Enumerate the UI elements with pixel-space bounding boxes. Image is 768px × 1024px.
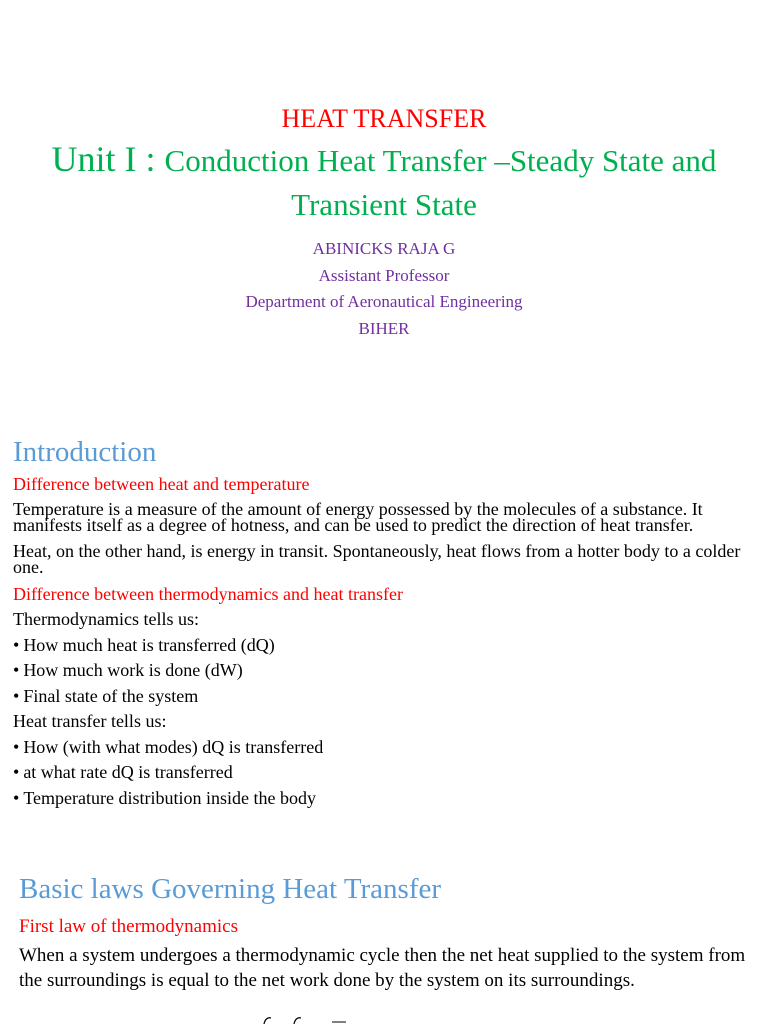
- thermo-vs-heat-transfer-subheading: Difference between thermodynamics and heat transfer: [13, 584, 403, 604]
- first-law-paragraph: When a system undergoes a thermodynamic cycle then the net heat supplied to the system from the surroundings is equal to the net work done by the system on its surroundings.: [19, 945, 746, 991]
- thermodynamics-intro: Thermodynamics tells us:: [13, 609, 199, 629]
- course-title: HEAT TRANSFER: [281, 104, 487, 133]
- author-block: [0, 236, 768, 342]
- first-law-subheading: First law of thermodynamics: [19, 916, 238, 937]
- author-position: Assistant Professor: [318, 265, 450, 285]
- unit-prefix: Unit I :: [51, 139, 165, 179]
- list-item: • How much heat is transferred (dQ): [13, 633, 753, 659]
- unit-text: Conduction Heat Transfer –Steady State and Transient State: [164, 143, 717, 222]
- heat-paragraph: Heat, on the other hand, is energy in transit. Spontaneously, heat flows from a hotter body to a colder one.: [13, 541, 741, 577]
- list-item: • How much work is done (dW): [13, 658, 753, 684]
- list-item: • at what rate dQ is transferred: [13, 760, 753, 786]
- formula-fragment-icon: [260, 1016, 350, 1024]
- temperature-paragraph: Temperature is a measure of the amount of energy possessed by the molecules of a substance. It manifests itself as a degree of hotness, and can be used to predict the direction of heat transfer.: [13, 499, 703, 535]
- unit-title: [0, 140, 768, 230]
- basic-laws-heading: Basic laws Governing Heat Transfer: [19, 873, 442, 905]
- introduction-heading: Introduction: [13, 436, 157, 468]
- heat-transfer-intro: Heat transfer tells us:: [13, 711, 167, 731]
- heat-vs-temperature-subheading: Difference between heat and temperature: [13, 474, 310, 494]
- basic-laws-section: [19, 868, 749, 993]
- list-item: • Final state of the system: [13, 684, 753, 710]
- list-item: • How (with what modes) dQ is transferred: [13, 735, 753, 761]
- author-name: ABINICKS RAJA G: [312, 239, 456, 258]
- introduction-section: [13, 433, 753, 811]
- author-institution: BIHER: [358, 318, 410, 338]
- author-department: Department of Aeronautical Engineering: [245, 292, 523, 311]
- title-block: [0, 104, 768, 342]
- list-item: • Temperature distribution inside the body: [13, 786, 753, 812]
